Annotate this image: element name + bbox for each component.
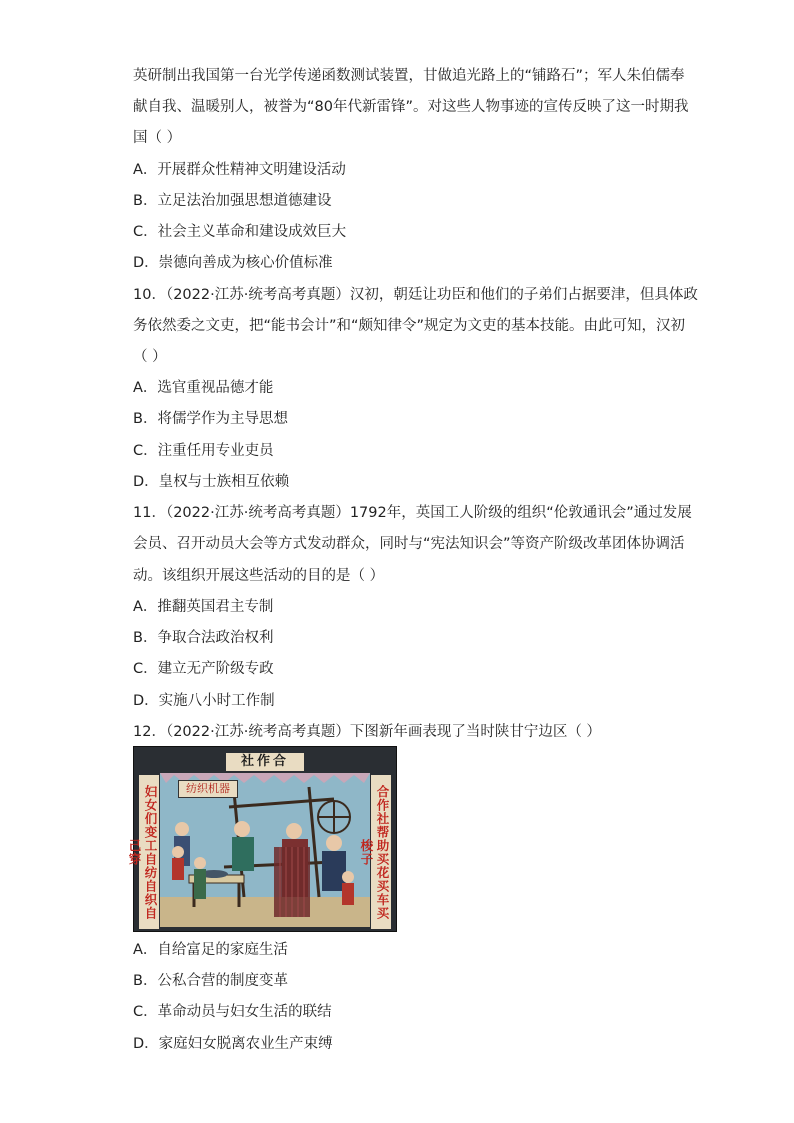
new-year-painting-figure [127, 746, 397, 932]
question-11-option-c: C．建立无产阶级专政 [133, 661, 274, 677]
question-9-option-a: A．开展群众性精神文明建设活动 [133, 162, 346, 178]
question-10-option-b: B．将儒学作为主导思想 [133, 411, 288, 427]
question-12-option-b: B．公私合营的制度变革 [133, 973, 288, 989]
painting-title-banner: 社作合 [226, 753, 304, 771]
question-10-text-line-1: 10．（2022·江苏·统考高考真题）汉初，朝廷让功臣和他们的子弟们占据要津，但具体政 [133, 287, 698, 303]
question-12-text-line-1: 12．（2022·江苏·统考高考真题）下图新年画表现了当时陕甘宁边区（ ） [133, 724, 601, 740]
question-11-text-line-3: 动。该组织开展这些活动的目的是（ ） [133, 568, 385, 584]
question-12-option-c: C．革命动员与妇女生活的联结 [133, 1004, 332, 1020]
question-11-text-line-1: 11．（2022·江苏·统考高考真题）1792年，英国工人阶级的组织“伦敦通讯会”通过发展 [133, 505, 692, 521]
question-10-text-line-3: （ ） [133, 349, 167, 365]
question-9-option-c: C．社会主义革命和建设成效巨大 [133, 224, 347, 240]
question-9-option-b: B．立足法治加强思想道德建设 [133, 193, 332, 209]
question-10-option-a: A．选官重视品德才能 [133, 380, 274, 396]
question-12-option-d: D．家庭妇女脱离农业生产束缚 [133, 1036, 333, 1052]
painting-right-caption: 合作社帮助买花买车买梭子 [371, 775, 391, 929]
question-11-option-b: B．争取合法政治权利 [133, 630, 274, 646]
question-12-option-a: A．自给富足的家庭生活 [133, 942, 288, 958]
question-11-text-line-2: 会员、召开动员大会等方式发动群众，同时与“宪法知识会”等资产阶级改革团体协调活 [133, 536, 685, 552]
question-9-text-line-2: 献自我、温暖别人，被誉为“80年代新雷锋”。对这些人物事迹的宣传反映了这一时期我 [133, 99, 689, 115]
painting-illustration [134, 747, 396, 931]
question-9-text-line-1: 英研制出我国第一台光学传递函数测试装置，甘做追光路上的“铺路石”；军人朱伯儒奉 [133, 68, 685, 84]
painting-shop-sign: 纺织机器 [178, 780, 238, 798]
painting-left-caption: 妇女们变工自纺自织自己穿 [139, 775, 159, 929]
question-9-option-d: D．崇德向善成为核心价值标准 [133, 255, 333, 271]
question-9-text-line-3: 国（ ） [133, 130, 182, 146]
question-10-option-c: C．注重任用专业吏员 [133, 443, 274, 459]
question-11-option-d: D．实施八小时工作制 [133, 693, 275, 709]
question-11-option-a: A．推翻英国君主专制 [133, 599, 274, 615]
question-10-option-d: D．皇权与士族相互依赖 [133, 474, 290, 490]
question-10-text-line-2: 务依然委之文吏，把“能书会计”和“颇知律令”规定为文吏的基本技能。由此可知，汉初 [133, 318, 686, 334]
